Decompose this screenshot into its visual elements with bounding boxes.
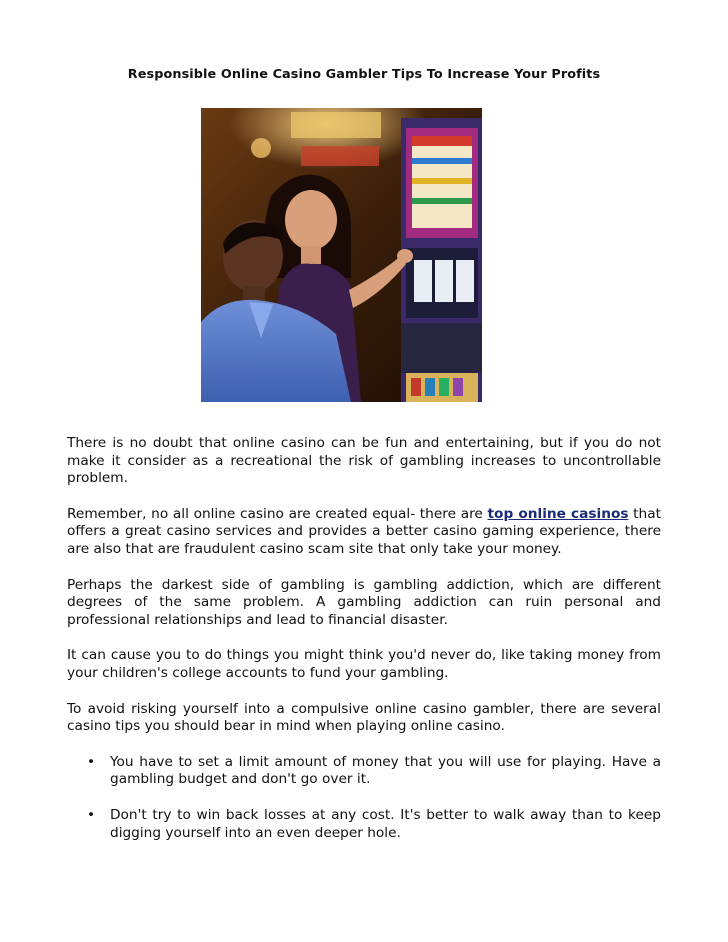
casino-photo [201,108,482,402]
article-body [67,435,661,860]
list-item [67,807,661,842]
document-title: Responsible Online Casino Gambler Tips To Increase Your Profits [127,67,601,82]
list-item-text: You have to set a limit amount of money that you will use for playing. Have a gambling budget and don't go over it. [110,753,661,788]
paragraph-remember-end: that offers a great casino services and provides a better casino gaming experience, there are also that are fraudulent casino scam site that only take your money. [67,505,661,557]
list-item [67,754,661,789]
bullet-icon: • [87,806,96,823]
paragraph-addiction: Perhaps the darkest side of gambling is gambling addiction, which are different degrees of the same problem. A gambling addiction can ruin personal and professional relationships and lead to financial disaster. [67,576,661,628]
paragraph-intro: There is no doubt that online casino can be fun and entertaining, but if you do not make it consider as a recreational the risk of gambling increases to uncontrollable problem. [67,435,661,487]
paragraph-avoid: To avoid risking yourself into a compulsive online casino gambler, there are several casino tips you should bear in mind when playing online casino. [67,700,661,735]
list-item-text: Don't try to win back losses at any cost. It's better to walk away than to keep digging yourself into an even deeper hole. [110,806,661,841]
paragraph-remember-start: Remember, no all online casino are created equal- there are [67,505,488,522]
tips-list [67,754,661,842]
bullet-icon: • [87,753,96,770]
paragraph-remember [67,506,661,559]
paragraph-consequences: It can cause you to do things you might think you'd never do, like taking money from your children's college accounts to fund your gambling. [67,647,661,681]
top-online-casinos-link[interactable]: top online casinos [487,505,629,522]
